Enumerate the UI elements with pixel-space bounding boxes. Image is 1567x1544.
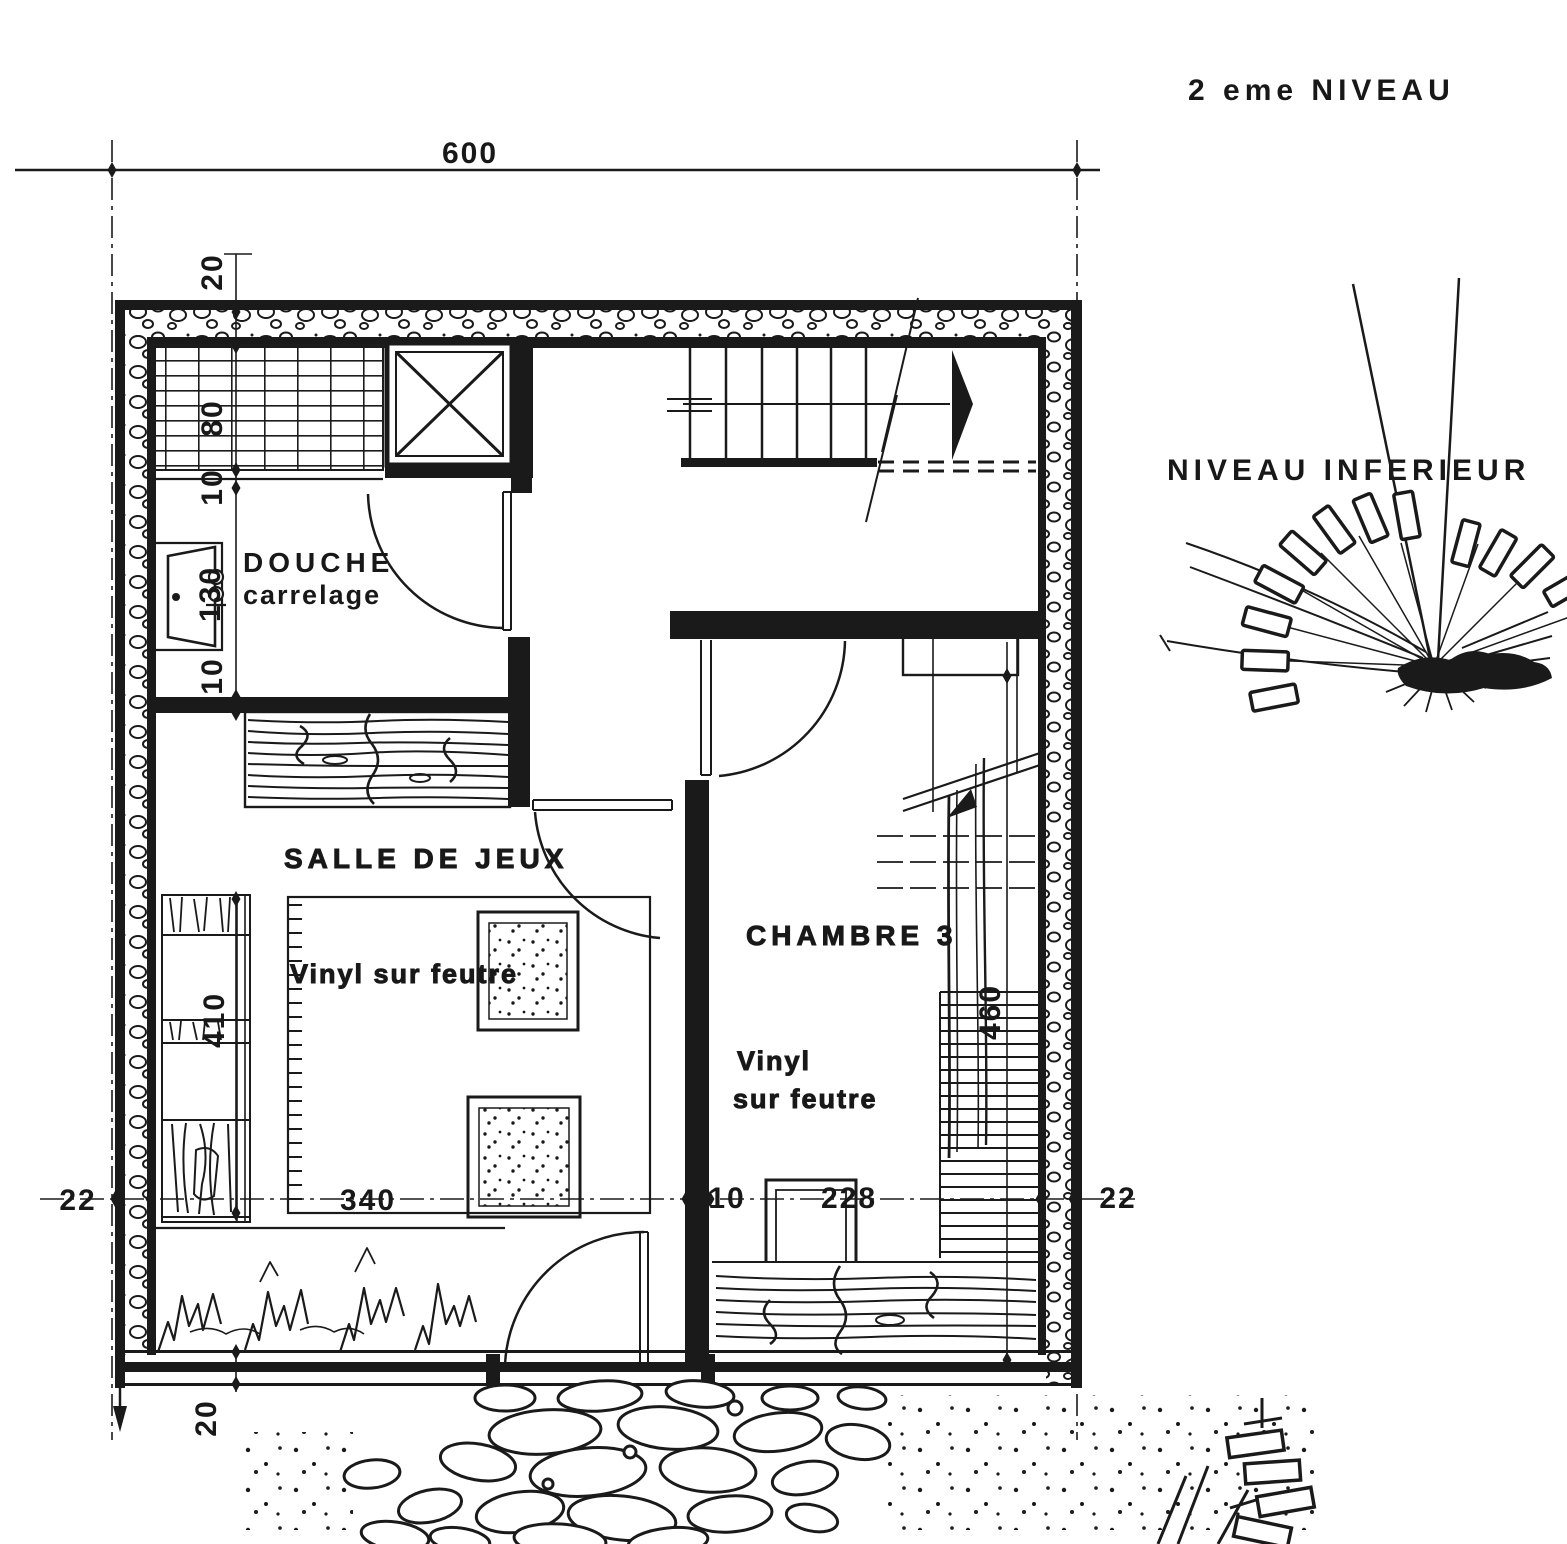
dim-closet: 410 [198,991,231,1049]
furniture-table [468,912,580,1217]
finish-label-chambre-1: Vinyl [737,1046,812,1076]
dim-tiles-depth: 80 [196,399,229,437]
section-arrow-icon [113,1406,127,1432]
douche-south-wall [152,697,512,713]
dim-gap-upper: 10 [196,468,229,506]
left-wall-outer-face [115,300,125,1388]
room-salle-de-jeux [152,712,650,1228]
top-wall-outer-face [115,300,1082,310]
dimension-top [15,137,1100,178]
page-title: 2 eme NIVEAU [1188,74,1455,107]
wood-floor-strip [716,1266,1036,1354]
room-label-douche: DOUCHE [243,547,395,578]
finish-label-salle: Vinyl sur feutre [290,959,519,989]
stair-dashed-continuation [878,462,1036,471]
dim-gap-lower: 10 [196,657,229,695]
dimension-chambre-depth [974,642,1012,1370]
door-terrace [505,1232,648,1368]
room-label-chambre: CHAMBRE 3 [746,920,958,951]
drain-icon [172,593,180,601]
dim-salle-width: 340 [339,1184,397,1217]
right-wall-rubble [1046,310,1071,1385]
salle-chambre-wall [685,780,709,1372]
shower-tray [387,343,512,465]
grass-tufts [158,1248,476,1352]
stair-direction-arrow-icon [952,350,973,460]
tiled-floor [152,345,383,470]
wood-cupboard [245,712,510,807]
dim-basin-zone: 130 [194,565,227,623]
speckle-area-left [235,1432,353,1530]
top-wall-rubble [125,310,1072,338]
right-wall-outer-face [1071,300,1082,1388]
finish-label-chambre-2: sur feutre [733,1084,878,1114]
wall-beside-tray [513,343,533,470]
chambre-north-wall [670,611,1040,639]
wall-under-tray [385,465,533,478]
door-chambre [701,640,845,776]
dim-top-wall: 20 [196,253,229,291]
dim-left-setback: 22 [59,1184,97,1217]
dim-right-setback: 22 [1099,1182,1137,1215]
room-label-salle: SALLE DE JEUX [284,843,569,874]
door-jamb-left [486,1354,500,1384]
finish-label-douche: carrelage [243,580,382,610]
stone-path [343,1378,893,1544]
dim-partition: 10 [708,1182,746,1215]
dim-bottom-wall: 20 [190,1399,223,1437]
dim-chambre-width: 228 [820,1182,878,1215]
hall-wall-stub [508,637,530,807]
dim-overall-width: 600 [441,137,499,170]
dim-chambre-depth: 460 [974,983,1007,1041]
lower-level-sketch [1160,278,1567,712]
inset-title: NIVEAU INFERIEUR [1167,454,1531,487]
